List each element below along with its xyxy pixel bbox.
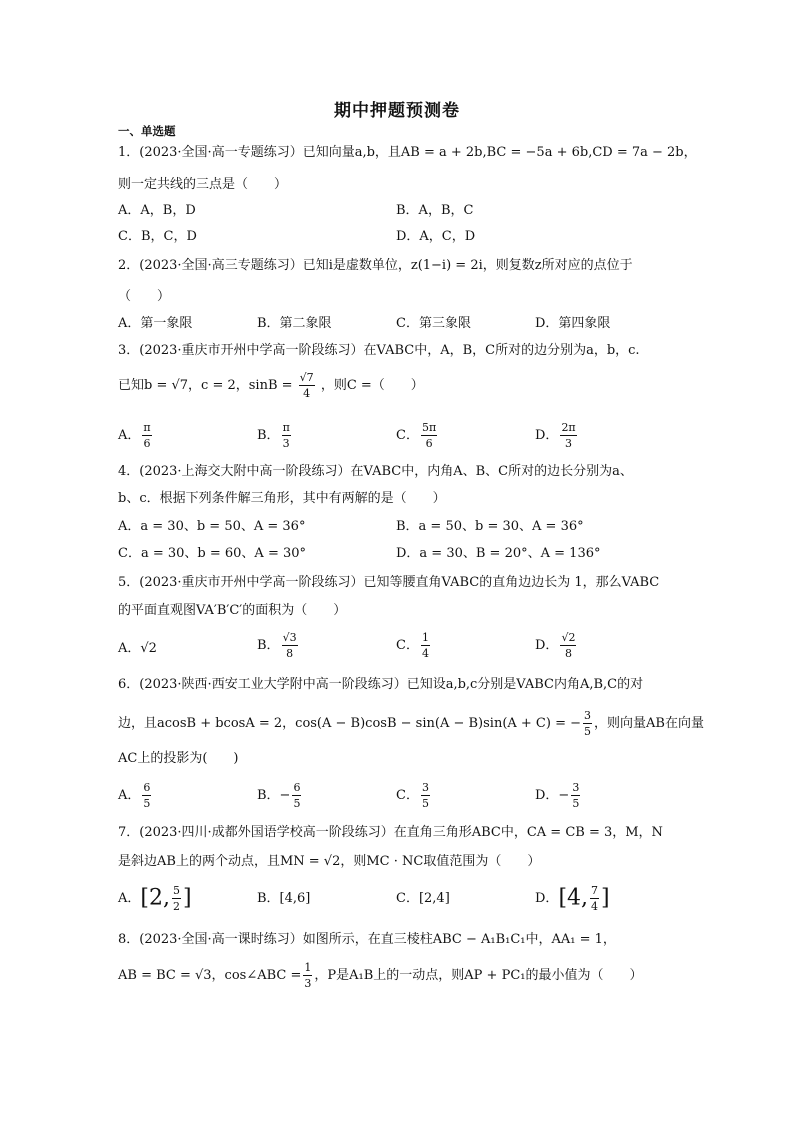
q1-stem-cont: 则一定共线的三点是（ ） [118, 177, 288, 192]
q6-stem: 6．(2023·陕西·西安工业大学附中高一阶段练习）已知设a,b,c分别是VABC内角A,B,C的对 [118, 677, 644, 692]
q3-given [118, 372, 424, 399]
q3-d-label: D． [535, 428, 559, 443]
q8-line2-pre: AB = BC = √3，cos∠ABC = [118, 968, 302, 983]
q3-given-num: √7 [299, 371, 314, 384]
q6-option-a[interactable] [118, 782, 153, 809]
q6-c-den: 5 [421, 797, 429, 810]
q4-stem: 4．(2023·上海交大附中高一阶段练习）在VABC中，内角A、B、C所对的边长分别为a、 [118, 464, 633, 479]
q3-option-d[interactable] [535, 422, 579, 449]
q3-c-num: 5π [421, 421, 437, 434]
q6-option-d[interactable] [535, 782, 582, 809]
q6-stem-cont [118, 710, 704, 737]
q6-line2-fraction [583, 710, 592, 737]
q3-a-fraction [142, 422, 151, 449]
q2-option-a[interactable]: A．第一象限 [118, 316, 193, 331]
q3-option-a[interactable] [118, 422, 154, 449]
q5-b-num: √3 [282, 631, 297, 644]
q3-option-b[interactable] [257, 422, 293, 449]
q1-option-d[interactable]: D．A，C，D [396, 229, 476, 244]
q6-d-den: 5 [572, 797, 580, 810]
q3-given-fraction [299, 372, 315, 399]
q6-b-den: 5 [293, 797, 301, 810]
q7-a-label: A． [118, 891, 141, 906]
q3-b-den: 3 [282, 437, 290, 450]
q2-option-d[interactable]: D．第四象限 [535, 316, 611, 331]
q7-option-d[interactable] [535, 885, 610, 912]
q3-b-label: B． [257, 428, 280, 443]
q3-stem: 3．(2023·重庆市开州中学高一阶段练习）在VABC中，A，B，C所对的边分别为a，b，c. [118, 343, 640, 358]
q6-c-fraction [421, 782, 430, 809]
q5-option-a[interactable] [118, 642, 157, 655]
q8-line2-post: ，P是A₁B上的一动点，则AP + PC₁的最小值为（ ） [314, 968, 643, 983]
q6-a-den: 5 [143, 797, 151, 810]
q6-b-num: 6 [293, 781, 301, 794]
q3-a-num: π [143, 421, 151, 434]
q3-b-num: π [282, 421, 290, 434]
q3-d-den: 3 [565, 437, 573, 450]
q5-b-fraction [282, 632, 298, 659]
q5-b-den: 8 [286, 647, 294, 660]
q1-stem: 1．(2023·全国·高一专题练习）已知向量a,b，且AB = a + 2b,BC = −5a + 6b,CD = 7a − 2b， [118, 145, 697, 160]
q7-a-fraction [172, 885, 181, 912]
q3-given-post: ，则C =（ ） [320, 378, 424, 393]
q6-line2-pre: 边，且acosB + bcosA = 2，cos(A − B)cosB − sin(A − B)sin(A + C) = − [118, 716, 581, 731]
q3-option-c[interactable] [396, 422, 439, 449]
q7-option-a[interactable] [118, 885, 192, 912]
q4-option-a[interactable]: A．a = 30、b = 50、A = 36° [118, 519, 306, 534]
q6-option-b[interactable] [257, 782, 303, 809]
q5-a-label: A． [118, 641, 141, 656]
q1-option-b[interactable]: B．A，B，C [396, 203, 474, 218]
q4-stem-cont: b、c．根据下列条件解三角形，其中有两解的是（ ） [118, 491, 446, 506]
q8-line2-num: 1 [304, 961, 312, 974]
q5-c-fraction [421, 632, 430, 659]
q5-stem: 5．(2023·重庆市开州中学高一阶段练习）已知等腰直角VABC的直角边边长为 1，那么VABC [118, 575, 660, 590]
q6-d-fraction [571, 782, 580, 809]
q7-a-num: 5 [172, 884, 180, 897]
q6-c-label: C． [396, 788, 419, 803]
q7-a-pre: [2, [140, 885, 170, 911]
q3-d-num: 2π [561, 421, 576, 434]
q4-option-b[interactable]: B．a = 50、b = 30、A = 36° [396, 519, 584, 534]
q6-option-c[interactable] [396, 782, 432, 809]
q7-a-den: 2 [172, 900, 180, 913]
q5-stem-cont: 的平面直观图VA′B′C′的面积为（ ） [118, 603, 347, 618]
q3-a-label: A． [118, 428, 141, 443]
q6-b-fraction [292, 782, 301, 809]
q7-stem: 7．(2023·四川·成都外国语学校高一阶段练习）在直角三角形ABC中，CA = CB = 3，M，N [118, 825, 663, 840]
q5-option-c[interactable] [396, 632, 432, 659]
q3-given-pre: 已知b = √7，c = 2，sinB = [118, 378, 293, 393]
q5-c-num: 1 [421, 631, 429, 644]
q6-a-num: 6 [143, 781, 151, 794]
q6-line2-den: 5 [584, 725, 591, 738]
q2-stem-cont: （ ） [118, 289, 171, 304]
q3-c-den: 6 [425, 437, 433, 450]
q7-d-fraction [590, 885, 599, 912]
q5-d-den: 8 [564, 647, 572, 660]
q2-option-b[interactable]: B．第二象限 [257, 316, 332, 331]
q7-stem-cont: 是斜边AB上的两个动点，且MN = √2，则MC · NC取值范围为（ ） [118, 854, 541, 869]
q7-d-post: ] [601, 885, 610, 911]
q3-c-label: C． [396, 428, 419, 443]
q5-c-label: C． [396, 638, 419, 653]
q2-stem: 2．(2023·全国·高三专题练习）已知i是虚数单位，z(1−i) = 2i，则复数z所对应的点位于 [118, 258, 633, 273]
q3-a-den: 6 [143, 437, 151, 450]
q6-line2-num: 3 [584, 709, 591, 722]
q3-given-den: 4 [303, 387, 311, 400]
q5-a-value: √2 [140, 641, 157, 656]
q4-option-d[interactable]: D．a = 30、B = 20°、A = 136° [396, 546, 601, 561]
q8-stem-cont [118, 962, 643, 989]
q3-d-fraction [560, 422, 576, 449]
q8-line2-fraction [303, 962, 312, 989]
q6-d-label: D．− [535, 788, 570, 803]
q1-option-a[interactable]: A．A，B，D [118, 203, 196, 218]
q6-a-fraction [142, 782, 151, 809]
q7-d-num: 7 [591, 884, 599, 897]
section-heading: 一、单选题 [118, 124, 176, 138]
q6-d-num: 3 [572, 781, 580, 794]
q5-c-den: 4 [421, 647, 429, 660]
q6-b-label: B．− [257, 788, 291, 803]
q4-option-c[interactable]: C．a = 30、b = 60、A = 30° [118, 546, 307, 561]
q8-line2-den: 3 [304, 977, 312, 990]
q3-b-fraction [282, 422, 291, 449]
q7-d-den: 4 [591, 900, 599, 913]
q5-d-num: √2 [561, 631, 576, 644]
q7-option-b[interactable]: B．[4,6] [257, 891, 311, 906]
q3-c-fraction [421, 422, 437, 449]
q7-d-pre: [4, [558, 885, 589, 911]
q5-b-label: B． [257, 638, 280, 653]
q5-option-b[interactable] [257, 632, 300, 659]
q5-d-label: D． [535, 638, 559, 653]
q6-a-label: A． [118, 788, 141, 803]
q7-a-post: ] [182, 885, 192, 911]
q5-d-fraction [560, 632, 576, 659]
q7-option-c[interactable]: C．[2,4] [396, 891, 450, 906]
q7-d-label: D． [535, 891, 559, 906]
q6-line2-post: ，则向量AB在向量 [594, 716, 704, 731]
q6-stem-end: AC上的投影为( ) [118, 751, 239, 766]
q1-option-c[interactable]: C．B，C，D [118, 229, 197, 244]
q6-c-num: 3 [421, 781, 429, 794]
q8-stem: 8．(2023·全国·高一课时练习）如图所示，在直三棱柱ABC − A₁B₁C₁中，AA₁ = 1， [118, 932, 616, 947]
q5-option-d[interactable] [535, 632, 578, 659]
q2-option-c[interactable]: C．第三象限 [396, 316, 471, 331]
exam-title: 期中押题预测卷 [334, 101, 460, 121]
